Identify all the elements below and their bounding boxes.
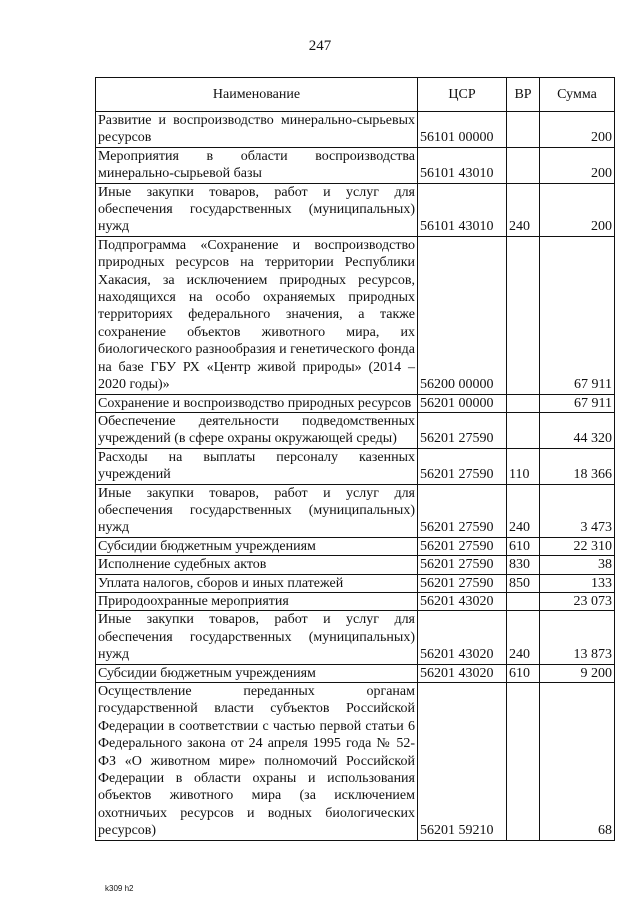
row-name: Подпрограмма «Сохранение и воспроизводство природных ресурсов на территории Республики Хакасия, за исключением природных ресурсов, находящихся на особо охраняемых природных территориях федерального значения, а также сохранение объектов животного мира, их биологического разнообразия и генетического фонда на базе ГБУ РХ «Центр живой природы» (2014 – 2020 годы)» xyxy=(96,236,418,394)
row-name: Иные закупки товаров, работ и услуг для обеспечения государственных (муниципальных) нужд xyxy=(96,183,418,236)
row-sum: 23 073 xyxy=(540,592,615,610)
table-row xyxy=(96,537,615,555)
row-code: 56101 00000 xyxy=(418,112,507,148)
row-vr: 110 xyxy=(507,448,540,484)
row-code: 56201 27590 xyxy=(418,412,507,448)
table-row xyxy=(96,147,615,183)
row-code: 56200 00000 xyxy=(418,236,507,394)
row-vr xyxy=(507,394,540,412)
row-sum: 67 911 xyxy=(540,236,615,394)
table-row xyxy=(96,394,615,412)
row-sum: 200 xyxy=(540,183,615,236)
row-name: Расходы на выплаты персоналу казенных учреждений xyxy=(96,448,418,484)
row-sum: 200 xyxy=(540,112,615,148)
footer-code: k309 h2 xyxy=(105,884,134,893)
table-row xyxy=(96,412,615,448)
row-code: 56201 43020 xyxy=(418,592,507,610)
row-code: 56201 43020 xyxy=(418,664,507,682)
header-code: ЦСР xyxy=(418,78,507,112)
table-row xyxy=(96,556,615,574)
table-row xyxy=(96,592,615,610)
row-vr: 240 xyxy=(507,484,540,537)
row-vr: 830 xyxy=(507,556,540,574)
row-name: Развитие и воспроизводство минерально-сырьевых ресурсов xyxy=(96,112,418,148)
table-row xyxy=(96,484,615,537)
row-vr: 240 xyxy=(507,183,540,236)
header-sum: Сумма xyxy=(540,78,615,112)
row-name: Осуществление переданных органам государственной власти субъектов Российской Федерации в соответствии с частью первой статьи 6 Федерального закона от 24 апреля 1995 года № 52-ФЗ «О животном мире» полномочий Российской Федерации в области охраны и использования объектов животного мира (за исключением охотничьих ресурсов и водных биологических ресурсов) xyxy=(96,683,418,841)
row-name: Субсидии бюджетным учреждениям xyxy=(96,664,418,682)
row-name: Исполнение судебных актов xyxy=(96,556,418,574)
row-vr xyxy=(507,112,540,148)
row-vr: 850 xyxy=(507,574,540,592)
table-row xyxy=(96,574,615,592)
row-code: 56201 43020 xyxy=(418,611,507,664)
row-vr xyxy=(507,412,540,448)
header-vr: ВР xyxy=(507,78,540,112)
row-name: Субсидии бюджетным учреждениям xyxy=(96,537,418,555)
row-sum: 18 366 xyxy=(540,448,615,484)
row-code: 56201 59210 xyxy=(418,683,507,841)
row-vr: 610 xyxy=(507,664,540,682)
row-vr: 240 xyxy=(507,611,540,664)
row-code: 56201 27590 xyxy=(418,574,507,592)
row-vr xyxy=(507,236,540,394)
row-name: Иные закупки товаров, работ и услуг для обеспечения государственных (муниципальных) нужд xyxy=(96,484,418,537)
row-vr xyxy=(507,592,540,610)
table-row xyxy=(96,236,615,394)
table-row xyxy=(96,664,615,682)
table-row xyxy=(96,683,615,841)
row-sum: 200 xyxy=(540,147,615,183)
row-sum: 13 873 xyxy=(540,611,615,664)
row-code: 56201 27590 xyxy=(418,537,507,555)
row-code: 56201 27590 xyxy=(418,556,507,574)
table-row xyxy=(96,112,615,148)
row-name: Сохранение и воспроизводство природных ресурсов xyxy=(96,394,418,412)
row-code: 56101 43010 xyxy=(418,147,507,183)
page-number: 247 xyxy=(308,38,332,54)
row-sum: 22 310 xyxy=(540,537,615,555)
row-name: Уплата налогов, сборов и иных платежей xyxy=(96,574,418,592)
row-vr: 610 xyxy=(507,537,540,555)
row-sum: 44 320 xyxy=(540,412,615,448)
header-name: Наименование xyxy=(96,78,418,112)
table-header-row xyxy=(96,78,615,112)
budget-table xyxy=(95,77,615,841)
row-vr xyxy=(507,683,540,841)
row-sum: 68 xyxy=(540,683,615,841)
row-code: 56201 27590 xyxy=(418,448,507,484)
row-code: 56201 00000 xyxy=(418,394,507,412)
row-sum: 3 473 xyxy=(540,484,615,537)
row-sum: 9 200 xyxy=(540,664,615,682)
row-sum: 38 xyxy=(540,556,615,574)
row-code: 56101 43010 xyxy=(418,183,507,236)
row-name: Иные закупки товаров, работ и услуг для обеспечения государственных (муниципальных) нужд xyxy=(96,611,418,664)
row-name: Природоохранные мероприятия xyxy=(96,592,418,610)
table-row xyxy=(96,611,615,664)
row-name: Обеспечение деятельности подведомственных учреждений (в сфере охраны окружающей среды) xyxy=(96,412,418,448)
row-sum: 133 xyxy=(540,574,615,592)
row-code: 56201 27590 xyxy=(418,484,507,537)
row-sum: 67 911 xyxy=(540,394,615,412)
table-row xyxy=(96,183,615,236)
table-row xyxy=(96,448,615,484)
row-vr xyxy=(507,147,540,183)
row-name: Мероприятия в области воспроизводства минерально-сырьевой базы xyxy=(96,147,418,183)
